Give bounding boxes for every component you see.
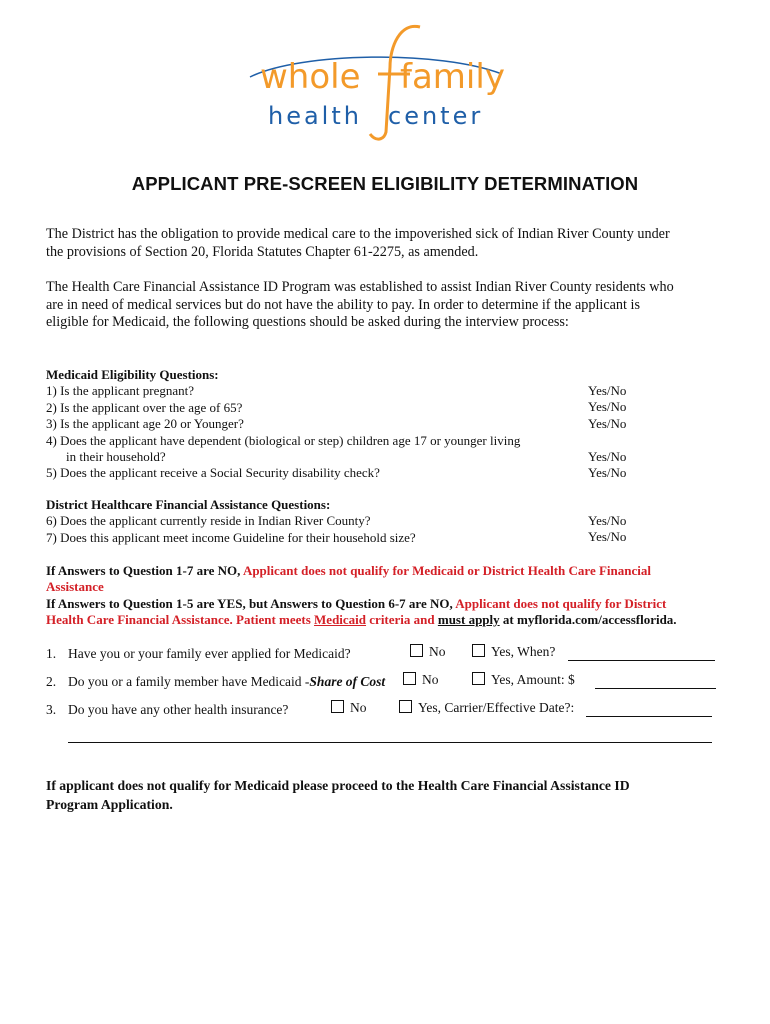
- organization-logo: [240, 22, 510, 147]
- rule-1-result: Applicant does not qualify for Medicaid or District Health Care Financial: [242, 563, 651, 578]
- form-q2-amount-field[interactable]: [595, 673, 716, 689]
- question-3: 3) Is the applicant age 20 or Younger?: [46, 416, 244, 432]
- district-heading: District Healthcare Financial Assistance Questions:: [46, 497, 331, 512]
- question-7: 7) Does this applicant meet income Guideline for their household size?: [46, 529, 416, 545]
- question-6: 6) Does the applicant currently reside in Indian River County?: [46, 513, 371, 529]
- form-q1-yes-option[interactable]: [472, 644, 555, 660]
- form-q3-no-checkbox[interactable]: [331, 700, 344, 713]
- yes-no-q7: Yes/No: [588, 529, 627, 545]
- yes-no-q1: Yes/No: [588, 383, 627, 398]
- form-q2-no-checkbox[interactable]: [403, 672, 416, 685]
- intro-p2-line3: eligible for Medicaid, the following questions should be asked during the interview process:: [46, 314, 569, 330]
- form-q3-yes-label: Yes, Carrier/Effective Date?:: [418, 700, 575, 715]
- page-title: APPLICANT PRE-SCREEN ELIGIBILITY DETERMINATION: [131, 173, 639, 194]
- intro-p1-line2: the provisions of Section 20, Florida Statutes Chapter 61-2275, as amended.: [46, 243, 479, 260]
- form-question-2-text: [68, 674, 385, 690]
- form-q2-yes-checkbox[interactable]: [472, 672, 485, 685]
- district-questions: [46, 497, 606, 546]
- form-question-1-number: 1.: [46, 646, 57, 661]
- form-q2-yes-label: Yes, Amount: $: [491, 672, 575, 687]
- rule-1-condition: If Answers to Question 1-7 are NO,: [46, 563, 243, 578]
- form-question-3-number: 3.: [46, 702, 57, 717]
- rule-2-website: at myflorida.com/accessflorida.: [499, 612, 677, 628]
- yes-no-q6: Yes/No: [588, 513, 627, 528]
- rule-2-medicaid: Medicaid: [314, 612, 367, 628]
- question-2: 2) Is the applicant over the age of 65?: [46, 399, 243, 415]
- rule-2-criteria: criteria and: [366, 612, 438, 628]
- logo-word-family: family: [400, 57, 505, 97]
- yes-no-q4: Yes/No: [588, 448, 627, 464]
- yes-no-q2: Yes/No: [588, 399, 627, 415]
- rule-1-line1: [46, 563, 746, 579]
- intro-p1-line1: The District has the obligation to provide medical care to the impoverished sick of Indian River County under: [46, 226, 670, 242]
- form-question-1-text: Have you or your family ever applied for Medicaid?: [68, 646, 351, 661]
- intro-p2-line1: The Health Care Financial Assistance ID Program was established to assist Indian River County residents who: [46, 279, 674, 295]
- form-q3-no-option[interactable]: [331, 700, 367, 716]
- form-q2-no-option[interactable]: [403, 672, 439, 688]
- medicaid-questions: [46, 367, 606, 482]
- form-q1-yes-checkbox[interactable]: [472, 644, 485, 657]
- rule-2-result: Applicant does not qualify for District: [455, 595, 667, 611]
- rule-2-must-apply: must apply: [437, 612, 500, 628]
- form-q2-no-label: No: [422, 672, 439, 687]
- form-q1-no-checkbox[interactable]: [410, 644, 423, 657]
- form-q2-yes-option[interactable]: [472, 672, 575, 688]
- form-q1-yes-label: Yes, When?: [491, 644, 556, 659]
- rule-2-condition: If Answers to Question 1-5 are YES, but Answers to Question 6-7 are NO,: [46, 595, 456, 611]
- rule-2-result-cont: Health Care Financial Assistance. Patient meets: [46, 612, 315, 628]
- intro-paragraph-2: [46, 279, 726, 332]
- form-q1-no-label: No: [429, 644, 446, 659]
- form-q3-yes-option[interactable]: [399, 700, 574, 716]
- question-4: 4) Does the applicant have dependent (biological or step) children age 17 or younger living: [46, 432, 521, 448]
- intro-p2-line2: are in need of medical services but do not have the ability to pay. In order to determine if the applicant is: [46, 296, 640, 313]
- closing-line1: If applicant does not qualify for Medicaid please proceed to the Health Care Financial Assistance ID: [46, 778, 630, 793]
- eligibility-rules: [46, 563, 746, 629]
- yes-no-q5: Yes/No: [588, 465, 627, 481]
- yes-no-q3: Yes/No: [588, 415, 627, 431]
- form-question-3-text: Do you have any other health insurance?: [68, 702, 289, 717]
- rule-2-line2: [46, 612, 746, 628]
- logo-word-whole: whole: [260, 57, 361, 97]
- intro-paragraph-1: [46, 226, 726, 261]
- rule-2-line1: [46, 596, 746, 612]
- form-q2-text-main: Do you or a family member have Medicaid -: [68, 674, 310, 689]
- form-q2-share-of-cost: Share of Cost: [309, 674, 386, 689]
- form-question-2-number: 2.: [46, 674, 57, 689]
- question-1: 1) Is the applicant pregnant?: [46, 383, 194, 399]
- medicaid-yes-no-column: [588, 383, 626, 481]
- medicaid-heading: Medicaid Eligibility Questions:: [46, 367, 219, 382]
- whole-family-logo-graphic: [240, 22, 510, 147]
- form-q3-carrier-field[interactable]: [586, 701, 712, 717]
- logo-word-health: health: [268, 102, 362, 130]
- form-q3-additional-line[interactable]: [68, 728, 712, 743]
- district-yes-no-column: [588, 513, 626, 546]
- question-4-cont: in their household?: [66, 449, 166, 465]
- closing-instruction: [46, 776, 746, 814]
- form-q3-yes-checkbox[interactable]: [399, 700, 412, 713]
- rule-1-result-cont: Assistance: [46, 579, 104, 595]
- form-q1-when-field[interactable]: [568, 645, 715, 661]
- form-q3-no-label: No: [350, 700, 367, 715]
- question-5: 5) Does the applicant receive a Social Security disability check?: [46, 465, 380, 481]
- form-q1-no-option[interactable]: [410, 644, 446, 660]
- closing-line2: Program Application.: [46, 797, 173, 812]
- logo-word-center: center: [388, 102, 484, 130]
